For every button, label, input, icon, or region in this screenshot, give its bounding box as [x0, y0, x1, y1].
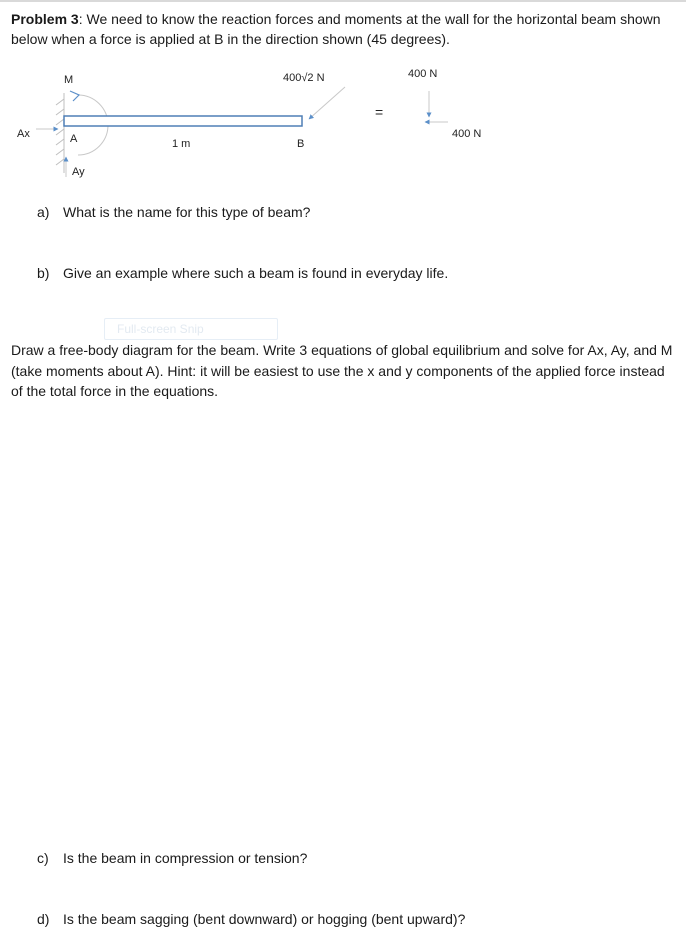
question-c — [37, 848, 307, 868]
equals-sign: = — [375, 104, 384, 120]
question-d-text: Is the beam sagging (bent downward) or hogging (bent upward)? — [63, 911, 466, 927]
question-c-text: Is the beam in compression or tension? — [63, 850, 308, 866]
beam-diagram — [0, 55, 686, 190]
problem-statement — [11, 9, 671, 49]
question-d-number: d) — [37, 911, 50, 927]
top-border-line — [0, 0, 686, 2]
horizontal-component-label: 400 N — [452, 128, 482, 140]
question-a-number: a) — [37, 204, 50, 220]
vertical-component-label: 400 N — [408, 68, 438, 80]
moment-label: M — [64, 74, 74, 86]
snip-overlay: Full-screen Snip — [104, 318, 278, 340]
length-label: 1 m — [172, 138, 191, 150]
question-c-number: c) — [37, 850, 49, 866]
problem-label: Problem 3 — [11, 11, 79, 27]
force-label: 400√2 N — [283, 72, 325, 84]
problem-text: : We need to know the reaction forces and moments at the wall for the horizontal beam shown below when a force is applied at B in the direction shown (45 degrees). — [11, 11, 661, 47]
instructions-paragraph: Draw a free-body diagram for the beam. Write 3 equations of global equilibrium and solve for Ax, Ay, and M (take moments about A). Hint: it will be easiest to use the x and y components of the applied force instead of the total force in the equations. — [11, 342, 673, 399]
question-b-number: b) — [37, 265, 50, 281]
applied-force-arrow — [309, 87, 345, 119]
question-b — [37, 263, 448, 283]
beam — [64, 116, 302, 126]
ay-label: Ay — [72, 166, 85, 178]
question-d — [37, 909, 465, 929]
question-b-text: Give an example where such a beam is found in everyday life. — [63, 265, 449, 281]
point-b-label: B — [297, 138, 305, 150]
question-a-text: What is the name for this type of beam? — [63, 204, 311, 220]
ax-label: Ax — [17, 128, 30, 140]
point-a-label: A — [70, 133, 78, 145]
question-a — [37, 202, 310, 222]
wall-support — [56, 93, 64, 173]
